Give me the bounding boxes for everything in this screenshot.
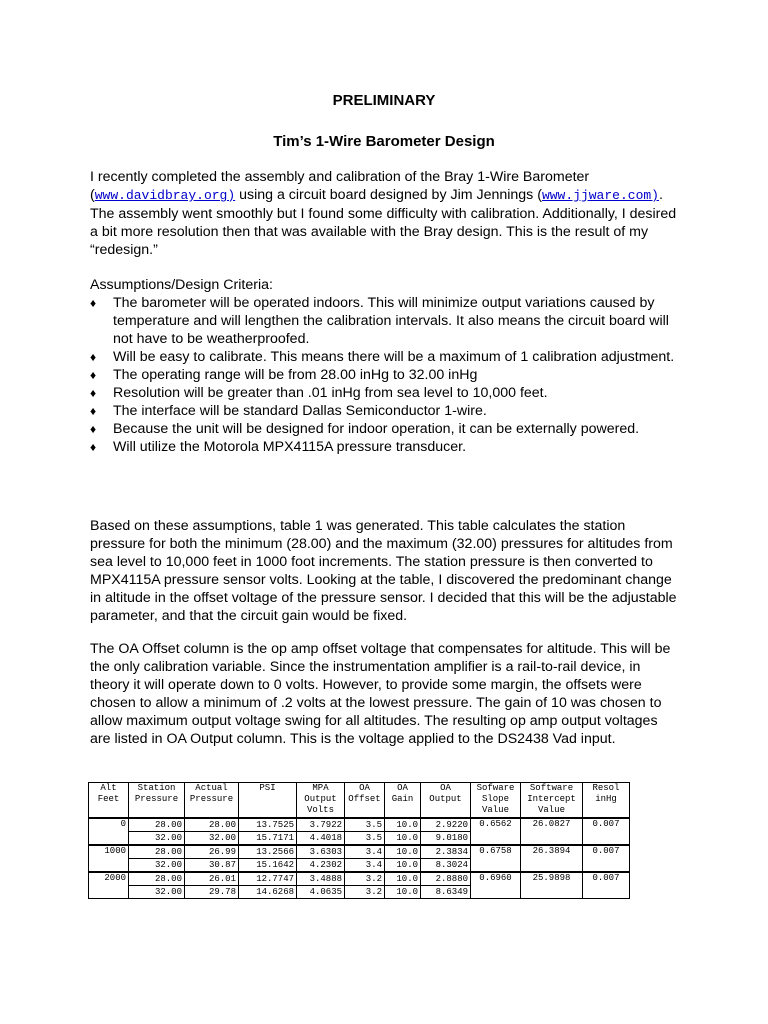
- list-item: ♦ Will be easy to calibrate. This means there will be a maximum of 1 calibration adjustment.: [90, 348, 680, 366]
- table-cell: 8.6349: [421, 886, 471, 899]
- table-cell: 2.9220: [421, 818, 471, 832]
- criteria-list: [90, 294, 680, 456]
- table-row: [89, 818, 630, 832]
- column-header: Software Intercept Value: [521, 783, 583, 819]
- table-cell: 3.7922: [297, 818, 345, 832]
- table-cell: 0.007: [583, 845, 630, 872]
- table-cell: 4.0635: [297, 886, 345, 899]
- table-cell: 3.4: [345, 845, 385, 859]
- table-row: [89, 872, 630, 886]
- table-cell: 2.3834: [421, 845, 471, 859]
- table-cell: 25.9898: [521, 872, 583, 899]
- column-header: Sofware Slope Value: [471, 783, 521, 819]
- column-header: Actual Pressure: [185, 783, 239, 819]
- table-cell: 29.78: [185, 886, 239, 899]
- table-cell: 10.0: [385, 818, 421, 832]
- table-cell: 30.87: [185, 859, 239, 873]
- column-header: OA Offset: [345, 783, 385, 819]
- table-cell: 1000: [89, 845, 129, 872]
- list-item: ♦ The interface will be standard Dallas Semiconductor 1-wire.: [90, 402, 680, 420]
- column-header: Alt Feet: [89, 783, 129, 819]
- table-cell: 26.01: [185, 872, 239, 886]
- table-cell: 28.00: [129, 845, 185, 859]
- table-description-paragraph: Based on these assumptions, table 1 was generated. This table calculates the station pressure for both the minimum (28.00) and the maximum (32.00) pressures for altitudes from sea level to 10,000 feet in 1000 foot increments. The station pressure is then converted to MPX4115A pressure sensor volts. Looking at the table, I discovered the predominant change in altitude in the offset voltage of the pressure sensor. I decided that this will be the adjustable parameter, and that the circuit gain would be fixed.: [90, 518, 677, 624]
- table-cell: 10.0: [385, 872, 421, 886]
- list-item: ♦ Because the unit will be designed for indoor operation, it can be externally powered.: [90, 420, 680, 438]
- list-item: ♦ The operating range will be from 28.00 inHg to 32.00 inHg: [90, 366, 680, 384]
- table-cell: 10.0: [385, 859, 421, 873]
- table-cell: 4.4018: [297, 832, 345, 846]
- table-cell: 32.00: [129, 832, 185, 846]
- table-cell: 12.7747: [239, 872, 297, 886]
- list-item: ♦ Resolution will be greater than .01 inHg from sea level to 10,000 feet.: [90, 384, 680, 402]
- table-cell: 2.8880: [421, 872, 471, 886]
- table-cell: 26.3894: [521, 845, 583, 872]
- assumptions-heading: Assumptions/Design Criteria:: [90, 277, 273, 293]
- column-header: OA Gain: [385, 783, 421, 819]
- table-cell: 15.1642: [239, 859, 297, 873]
- table-cell: 8.3024: [421, 859, 471, 873]
- column-header: PSI: [239, 783, 297, 819]
- column-header: OA Output: [421, 783, 471, 819]
- table-cell: 3.5: [345, 832, 385, 846]
- table-cell: 3.4888: [297, 872, 345, 886]
- table-cell: 13.2566: [239, 845, 297, 859]
- table-row: [89, 845, 630, 859]
- table-cell: 3.2: [345, 872, 385, 886]
- table-cell: 4.2302: [297, 859, 345, 873]
- intro-text: I recently completed the assembly and calibration of the Bray 1-Wire Barometer (: [90, 169, 590, 203]
- table-cell: 10.0: [385, 845, 421, 859]
- column-header: Resol inHg: [583, 783, 630, 819]
- table-cell: 3.2: [345, 886, 385, 899]
- intro-text: using a circuit board designed by Jim Jennings (: [235, 187, 542, 203]
- list-item: ♦ The barometer will be operated indoors. This will minimize output variations caused by temperature and will lengthen the calibration intervals. It also means the circuit board will not have to be weatherproofed.: [90, 294, 680, 348]
- intro-paragraph: [90, 168, 680, 259]
- table-cell: 0: [89, 818, 129, 845]
- page-heading: PRELIMINARY: [332, 92, 436, 109]
- jjware-link[interactable]: www.jjware.com): [541, 188, 659, 203]
- document-title: Tim’s 1-Wire Barometer Design: [273, 133, 495, 150]
- table-cell: 32.00: [129, 859, 185, 873]
- table-cell: 10.0: [385, 832, 421, 846]
- table-cell: 2000: [89, 872, 129, 899]
- table-cell: 3.5: [345, 818, 385, 832]
- table-cell: 15.7171: [239, 832, 297, 846]
- table-cell: 10.0: [385, 886, 421, 899]
- table-cell: 0.007: [583, 818, 630, 845]
- davidbray-link[interactable]: www.davidbray.org): [94, 188, 236, 203]
- calibration-table: [88, 782, 630, 899]
- table-cell: 3.4: [345, 859, 385, 873]
- table-cell: 32.00: [185, 832, 239, 846]
- table-cell: 0.007: [583, 872, 630, 899]
- column-header: MPA Output Volts: [297, 783, 345, 819]
- table-cell: 0.6758: [471, 845, 521, 872]
- table-cell: 13.7525: [239, 818, 297, 832]
- table-cell: 9.0180: [421, 832, 471, 846]
- table-cell: 0.6960: [471, 872, 521, 899]
- list-item: ♦ Will utilize the Motorola MPX4115A pressure transducer.: [90, 438, 680, 456]
- table-cell: 0.6562: [471, 818, 521, 845]
- table-cell: 26.0827: [521, 818, 583, 845]
- column-header: Station Pressure: [129, 783, 185, 819]
- table-cell: 3.6303: [297, 845, 345, 859]
- offset-paragraph: The OA Offset column is the op amp offset voltage that compensates for altitude. This will be the only calibration variable. Since the instrumentation amplifier is a rail-to-rail device, in theory it will operate down to 0 volts. However, to provide some margin, the offsets were chosen to allow a minimum of .2 volts at the lowest pressure. The gain of 10 was chosen to allow maximum output voltage swing for all altitudes. The resulting op amp output voltages are listed in OA Output column. This is the voltage applied to the DS2438 Vad input.: [90, 641, 671, 747]
- table-cell: 26.99: [185, 845, 239, 859]
- table-cell: 14.6268: [239, 886, 297, 899]
- table-cell: 28.00: [185, 818, 239, 832]
- intro-text: . The assembly went smoothly but I found some difficulty with calibration. Additionally, I desired a bit more resolution then that was available with the Bray design. This is the result of my “redesign.”: [90, 187, 677, 258]
- table-cell: 32.00: [129, 886, 185, 899]
- table-cell: 28.00: [129, 872, 185, 886]
- table-cell: 28.00: [129, 818, 185, 832]
